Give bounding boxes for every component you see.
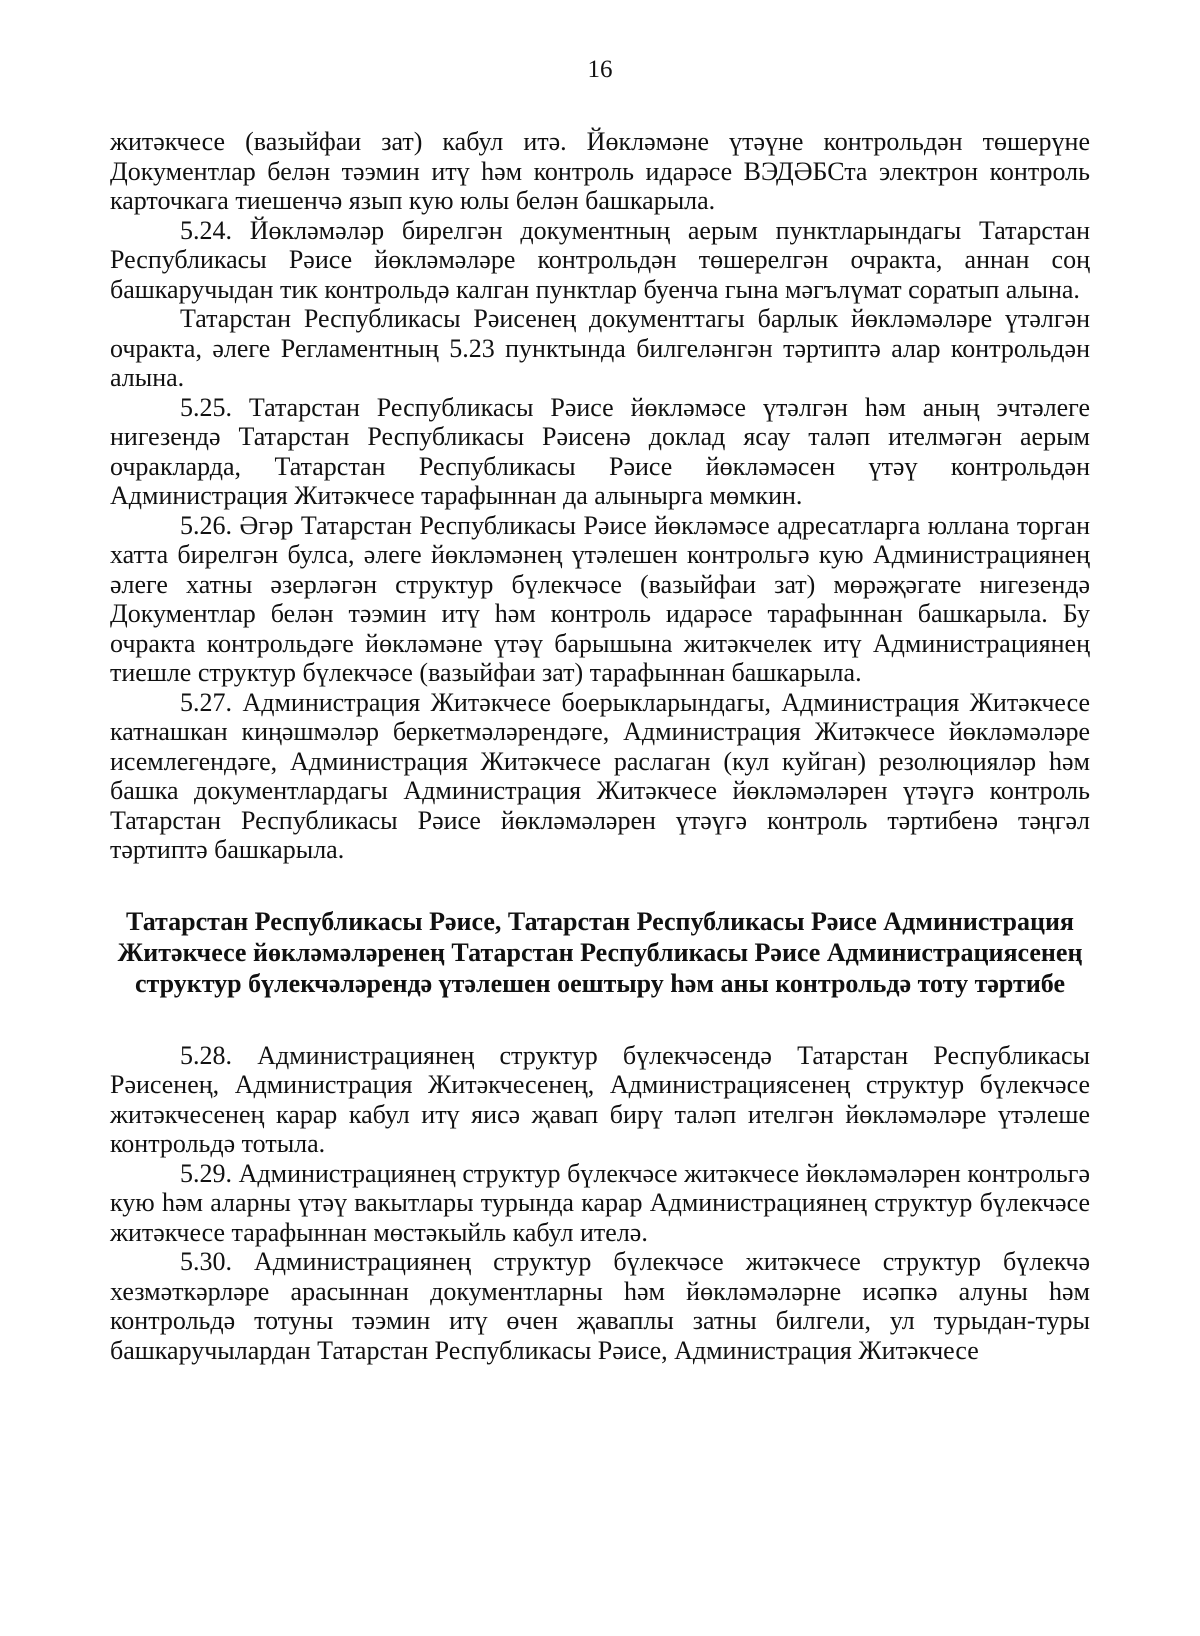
section-heading: Татарстан Республикасы Рәисе, Татарстан Республикасы Рәисе Администрация Житәкчесе йөкләмәләренең Татарстан Республикасы Рәисе Администрациясенең структур бүлекчәләрендә үтәлешен оештыру һәм аны контрольдә тоту тәртибе: [117, 906, 1083, 998]
body-text-before-heading: [110, 127, 1090, 865]
paragraph-5-28: 5.28. Администрациянең структур бүлекчәсендә Татарстан Республикасы Рәисенең, Администрация Житәкчесенең, Администрациясенең структур бүлекчәсе житәкчесенең карар кабул итү яисә җавап бирү таләп ителгән йөкләмәләре үтәлеше контрольдә тотыла.: [110, 1040, 1090, 1158]
paragraph-5-29: 5.29. Администрациянең структур бүлекчәсе житәкчесе йөкләмәләрен контрольгә кую һәм аларны үтәү вакытлары турында карар Администрациянең структур бүлекчәсе житәкчесе тарафыннан мөстәкыйль кабул ителә.: [110, 1158, 1090, 1247]
body-text-after-heading: [110, 1041, 1090, 1366]
page-number: 16: [587, 56, 613, 83]
paragraph-5-25: 5.25. Татарстан Республикасы Рәисе йөкләмәсе үтәлгән һәм аның эчтәлеге нигезендә Татарстан Республикасы Рәисенә доклад ясау таләп ителмәгән аерым очракларда, Татарстан Республикасы Рәисе йөкләмәсен үтәү контрольдән Администрация Житәкчесе тарафыннан да алынырга мөмкин.: [110, 392, 1090, 510]
paragraph-5-24-continued: Татарстан Республикасы Рәисенең документтагы барлык йөкләмәләре үтәлгән очракта, әлеге Регламентның 5.23 пунктында билгеләнгән тәртиптә алар контрольдән алына.: [110, 304, 1090, 392]
paragraph-continuation: житәкчесе (вазыйфаи зат) кабул итә. Йөкләмәне үтәүне контрольдән төшерүне Документлар белән тәэмин итү һәм контроль идарәсе ВЭДӘБСта электрон контроль карточкага тиешенчә язып кую юлы белән башкарыла.: [110, 127, 1090, 215]
paragraph-5-24: 5.24. Йөкләмәләр бирелгән документның аерым пунктларындагы Татарстан Республикасы Рәисе йөкләмәләре контрольдән төшерелгән очракта, аннан соң башкаручыдан тик контрольдә калган пунктлар буенча гына мәгълүмат соратып алына.: [110, 215, 1090, 304]
paragraph-5-27: 5.27. Администрация Житәкчесе боерыкларындагы, Администрация Житәкчесе катнашкан киңәшмәләр беркетмәләрендәге, Администрация Житәкчесе йөкләмәләре исемлегендәге, Администрация Житәкчесе раслаган (кул куйган) резолюцияләр һәм башка документлардагы Администрация Житәкчесе йөкләмәләрен үтәүгә контроль Татарстан Республикасы Рәисе йөкләмәләрен үтәүгә контроль тәртибенә тәңгәл тәртиптә башкарыла.: [110, 687, 1090, 864]
paragraph-5-26: 5.26. Әгәр Татарстан Республикасы Рәисе йөкләмәсе адресатларга юллана торган хатта бирелгән булса, әлеге йөкләмәнең үтәлешен контрольгә кую Администрациянең әлеге хатны әзерләгән структур бүлекчәсе (вазыйфаи зат) мөрәҗәгате нигезендә Документлар белән тәэмин итү һәм контроль идарәсе тарафыннан башкарыла. Бу очракта контрольдәге йөкләмәне үтәү барышына житәкчелек итү Администрациянең тиешле структур бүлекчәсе (вазыйфаи зат) тарафыннан башкарыла.: [110, 510, 1090, 687]
paragraph-5-30: 5.30. Администрациянең структур бүлекчәсе житәкчесе структур бүлекчә хезмәткәрләре арасыннан документларны һәм йөкләмәләрне исәпкә алуны һәм контрольдә тотуны тәэмин итү өчен җаваплы затны билгели, ул турыдан-туры башкаручылардан Татарстан Республикасы Рәисе, Администрация Житәкчесе: [110, 1247, 1090, 1365]
